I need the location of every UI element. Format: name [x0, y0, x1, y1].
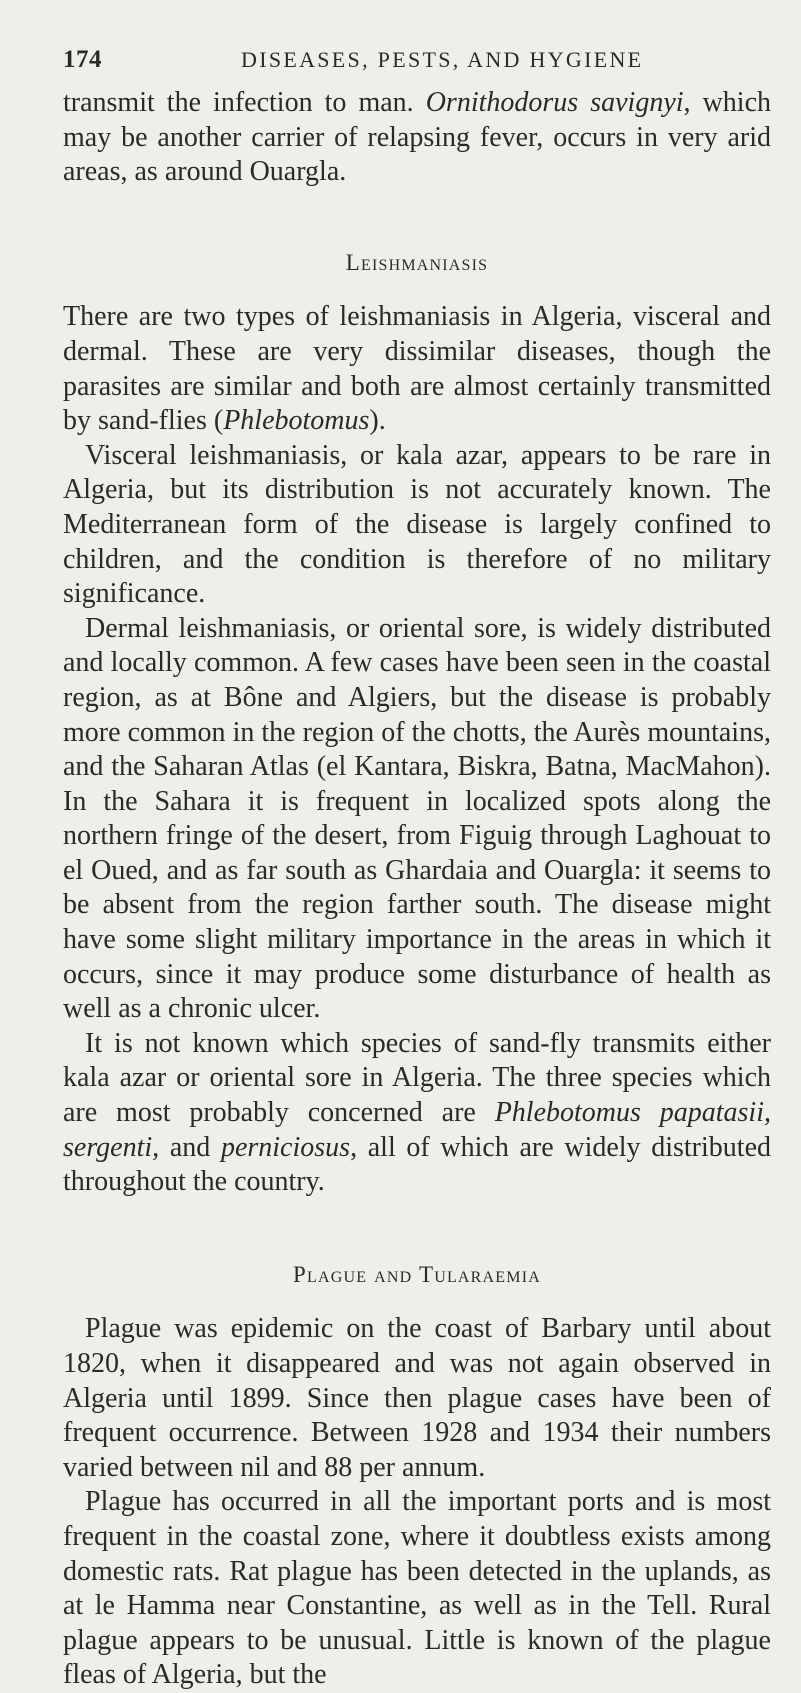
opening-paragraph: transmit the infection to man. Ornithodorus savignyi, which may be another carrier of relapsing fever, occurs in very arid areas, as around Ouargla. [63, 87, 772, 188]
section-heading-plague: Plague and Tularaemia [293, 1261, 541, 1287]
paragraph: Visceral leishmaniasis, or kala azar, appears to be rare in Algeria, but its distribution is not accurately known. The Mediterranean form of the disease is largely confined to children, and the condition is therefore of no military significance. [63, 439, 771, 610]
paragraph: There are two types of leishmaniasis in Algeria, visceral and dermal. These are very dissimilar diseases, though the parasites are similar and both are almost certainly transmitted by sand-flies (Phlebotomus). [63, 301, 771, 437]
paragraph: Dermal leishmaniasis, or oriental sore, is widely distributed and locally common. A few cases have been seen in the coastal region, as at Bône and Algiers, but the disease is probably more common in the region of the chotts, the Aurès mountains, and the Saharan Atlas (el Kantara, Biskra, Batna, MacMahon). In the Sahara it is frequent in localized spots along the northern fringe of the desert, from Figuig through Laghouat to el Oued, and as far south as Ghardaia and Ouargla: it seems to be absent from the region farther south. The disease might have some slight military importance in the areas in which it occurs, since it may produce some disturbance of health as well as a chronic ulcer. [63, 612, 771, 1025]
running-title: DISEASES, PESTS, AND HYGIENE [241, 47, 644, 72]
paragraph: It is not known which species of sand-fly transmits either kala azar or oriental sore in Algeria. The three species which are most probably concerned are Phlebotomus papatasii, sergenti, and perniciosus, all of which are widely distributed throughout the country. [63, 1027, 771, 1198]
running-head [63, 46, 771, 86]
body-text [63, 86, 771, 1693]
paragraph: Plague was epidemic on the coast of Barbary until about 1820, when it disappeared and was not again observed in Algeria until 1899. Since then plague cases have been of frequent occurrence. Between 1928 and 1934 their numbers varied between nil and 88 per annum. [63, 1313, 771, 1483]
paragraph: Plague has occurred in all the important ports and is most frequent in the coastal zone, where it doubtless exists among domestic rats. Rat plague has been detected in the uplands, as at le Hamma near Constantine, as well as in the Tell. Rural plague appears to be unusual. Little is known of the plague fleas of Algeria, but the [63, 1486, 771, 1691]
page-number: 174 [63, 46, 102, 73]
section-heading-leishmaniasis: Leishmaniasis [345, 249, 489, 275]
